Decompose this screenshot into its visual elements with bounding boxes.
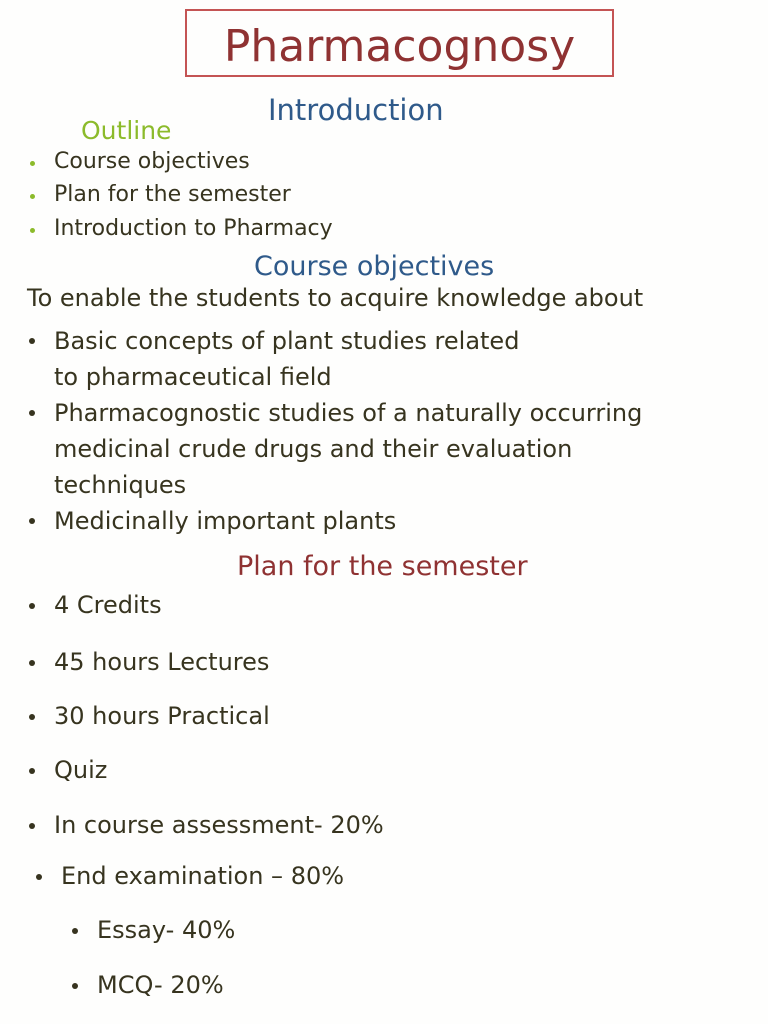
objective-3-line-1: Medicinally important plants [54, 507, 397, 535]
plan-subitem-essay: Essay- 40% [97, 916, 236, 944]
outline-bullet-icon [30, 228, 35, 233]
plan-item-course-assessment: In course assessment- 20% [54, 811, 384, 839]
objective-1-line-2: to pharmaceutical field [54, 363, 332, 391]
page-title: Pharmacognosy [223, 21, 576, 72]
bullet-icon [29, 518, 35, 524]
outline-item-introduction: Introduction to Pharmacy [54, 216, 333, 241]
plan-item-quiz: Quiz [54, 756, 108, 784]
title-box [185, 9, 614, 77]
bullet-icon [36, 874, 42, 880]
sub-bullet-icon [72, 983, 78, 989]
objectives-heading: Course objectives [254, 251, 495, 282]
bullet-icon [29, 603, 35, 609]
plan-heading: Plan for the semester [237, 551, 528, 582]
sub-bullet-icon [72, 928, 78, 934]
bullet-icon [29, 410, 35, 416]
outline-item-plan: Plan for the semester [54, 182, 291, 207]
objective-2-line-1: Pharmacognostic studies of a naturally occurring [54, 399, 643, 427]
bullet-icon [29, 714, 35, 720]
objective-2-line-3: techniques [54, 471, 187, 499]
plan-item-practical: 30 hours Practical [54, 702, 270, 730]
outline-item-course-objectives: Course objectives [54, 149, 250, 174]
plan-item-credits: 4 Credits [54, 591, 162, 619]
bullet-icon [29, 823, 35, 829]
bullet-icon [29, 768, 35, 774]
plan-subitem-mcq: MCQ- 20% [97, 971, 224, 999]
plan-item-end-examination: End examination – 80% [61, 862, 345, 890]
outline-bullet-icon [30, 161, 35, 166]
page-subtitle: Introduction [268, 93, 444, 127]
bullet-icon [29, 660, 35, 666]
objective-2-line-2: medicinal crude drugs and their evaluation [54, 435, 573, 463]
bullet-icon [29, 338, 35, 344]
outline-heading: Outline [81, 116, 172, 145]
plan-item-lectures: 45 hours Lectures [54, 648, 270, 676]
objectives-intro: To enable the students to acquire knowledge about [27, 284, 644, 312]
objective-1-line-1: Basic concepts of plant studies related [54, 327, 520, 355]
outline-bullet-icon [30, 194, 35, 199]
